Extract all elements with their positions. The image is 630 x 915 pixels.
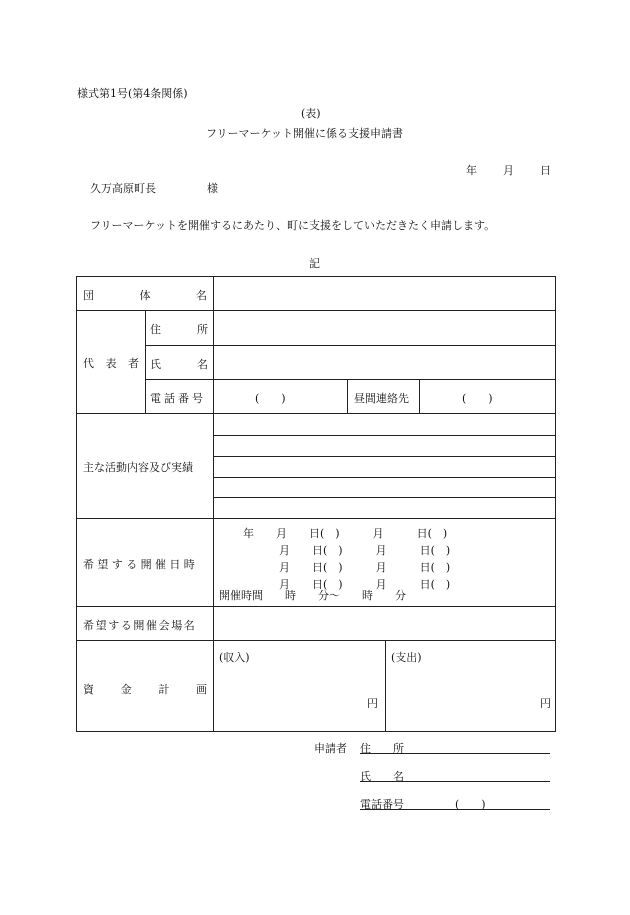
- applicant-name-label: 氏 名: [360, 770, 404, 783]
- date-row[interactable]: 月 日( ) 月 日( ): [279, 561, 451, 574]
- income-yen: 円: [367, 697, 378, 710]
- date-row[interactable]: 月 日( ) 月 日( ): [279, 578, 451, 591]
- name-field[interactable]: [214, 346, 554, 378]
- name-char-1: 氏: [150, 358, 161, 371]
- address-label: [150, 321, 208, 337]
- daytime-contact-label: 昼間連絡先: [354, 392, 409, 405]
- activities-field[interactable]: [214, 414, 554, 517]
- applicant-address-label: 住 所: [360, 742, 404, 755]
- applicant-phone-label: 電話番号: [360, 798, 404, 811]
- date-row[interactable]: 月 日( ) 月 日( ): [279, 544, 451, 557]
- date-row[interactable]: 年 月 日( ) 月 日( ): [243, 527, 448, 540]
- funding-char-1: 資: [83, 683, 94, 696]
- applicant-phone-paren[interactable]: ( ): [455, 798, 486, 811]
- income-label: (収入): [219, 651, 250, 664]
- funding-char-3: 計: [158, 683, 170, 696]
- daytime-contact-field[interactable]: ( ): [462, 392, 493, 405]
- ki-label: 記: [309, 257, 320, 270]
- expense-label: (支出): [391, 651, 422, 664]
- date-month: 月: [503, 164, 514, 177]
- application-form-table: [76, 276, 556, 732]
- applicant-phone-line[interactable]: [360, 809, 550, 810]
- funding-char-4: 画: [195, 683, 207, 696]
- activities-label: 主な活動内容及び実績: [83, 461, 193, 474]
- applicant-name-line[interactable]: [360, 781, 550, 782]
- date-day: 日: [540, 164, 551, 177]
- form-number: 様式第1号(第4条関係): [77, 87, 188, 100]
- funding-char-2: 金: [120, 683, 132, 696]
- group-name-label-char-1: 団: [83, 289, 94, 302]
- group-name-label: [83, 287, 207, 303]
- side-label: (表): [301, 107, 321, 120]
- phone-field[interactable]: ( ): [255, 392, 286, 405]
- body-text: フリーマーケットを開催するにあたり、町に支援をしていただきたく申請します。: [90, 219, 496, 232]
- applicant-label: 申請者: [314, 742, 347, 755]
- addressee: 久万高原町長: [90, 182, 156, 195]
- group-name-label-char-3: 名: [196, 289, 207, 302]
- representative-char-1: 代: [83, 357, 94, 370]
- form-title: フリーマーケット開催に係る支援申請書: [206, 127, 404, 140]
- address-field[interactable]: [214, 311, 554, 344]
- phone-label: 電話番号: [150, 392, 206, 405]
- venue-label: 希望する開催会場名: [83, 619, 197, 632]
- hours-row[interactable]: 開催時間 時 分〜 時 分: [219, 589, 406, 602]
- name-label: [150, 356, 208, 372]
- group-name-label-char-2: 体: [139, 289, 151, 302]
- name-char-2: 名: [197, 358, 208, 371]
- desired-dates-label: 希望する開催日時: [83, 558, 199, 571]
- address-char-2: 所: [197, 323, 208, 336]
- representative-char-2: 表: [105, 357, 117, 370]
- representative-label: [83, 355, 139, 371]
- expense-yen: 円: [540, 697, 551, 710]
- applicant-address-line[interactable]: [360, 753, 550, 754]
- address-char-1: 住: [150, 323, 161, 336]
- funding-label: [83, 681, 207, 697]
- venue-field[interactable]: [214, 607, 554, 639]
- representative-char-3: 者: [128, 357, 139, 370]
- addressee-suffix: 様: [207, 182, 218, 195]
- date-year: 年: [466, 164, 477, 177]
